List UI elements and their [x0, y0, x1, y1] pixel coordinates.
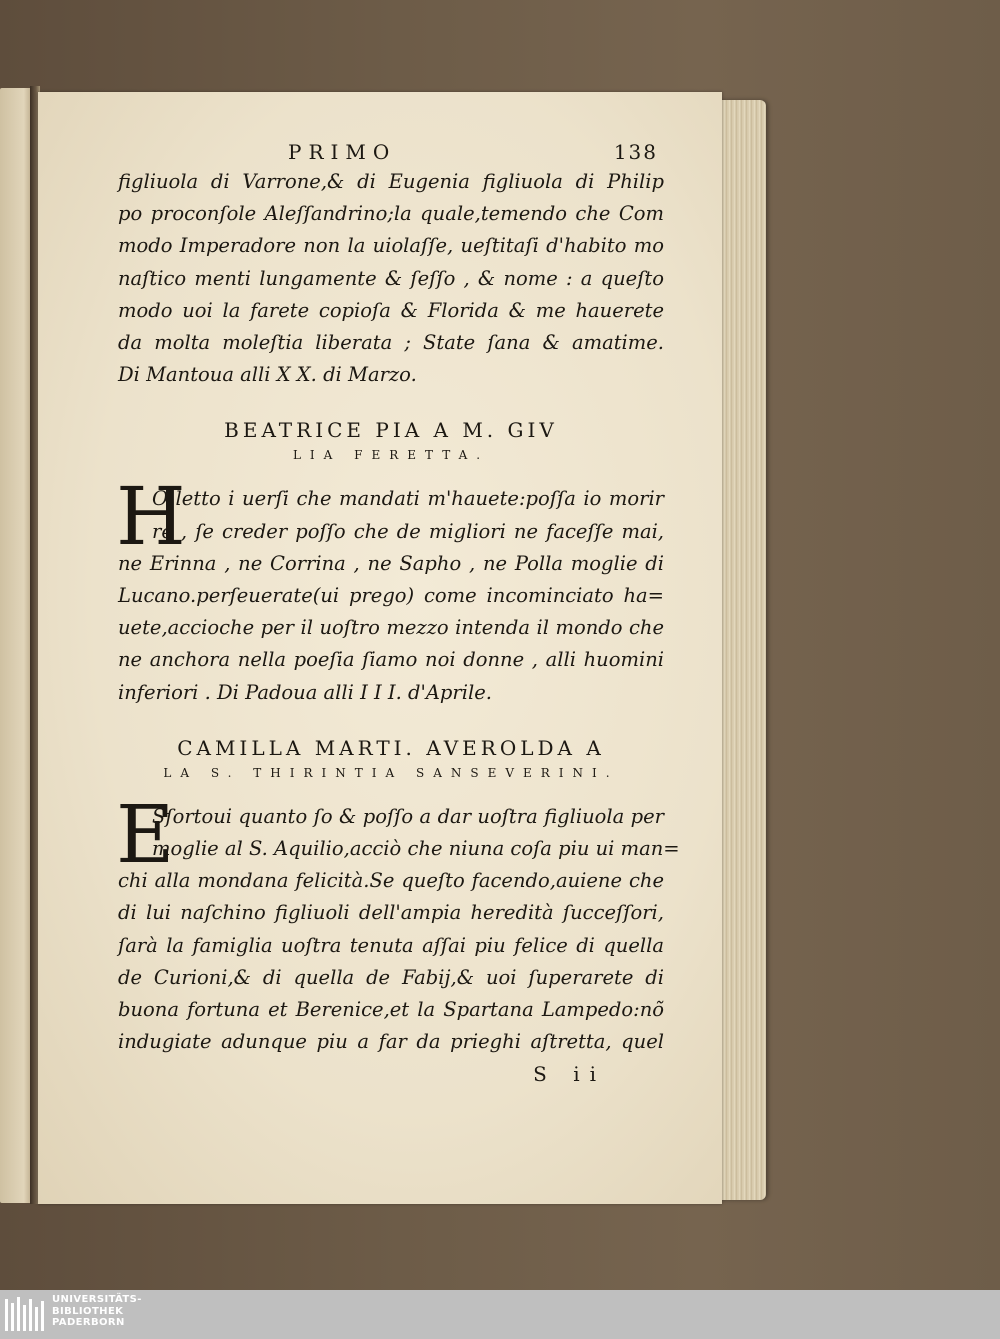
page-edges	[718, 100, 766, 1200]
text-line: re , ſe creder poſſo che de migliori ne faceſſe mai,	[152, 519, 664, 543]
facing-page-edge	[0, 88, 34, 1203]
library-name-line: UNIVERSITÄTS-	[52, 1294, 142, 1305]
text-line: modo uoi la farete copioſa & Florida & me hauerete	[118, 298, 664, 322]
text-line: de Curioni,& di quella de Fabij,& uoi ſuperarete di	[118, 965, 664, 989]
text-line: modo Imperadore non la uiolaſſe, ueſtitaſi d'habito mo	[118, 234, 664, 258]
letter-heading: CAMILLA MARTI. AVEROLDA A	[177, 735, 605, 760]
letter-body	[116, 470, 664, 708]
letter-continuation	[118, 166, 664, 391]
library-name-line: BIBLIOTHEK	[52, 1305, 124, 1317]
text-line: po proconſole Aleſſandrino;la quale,temendo che Com	[118, 202, 664, 226]
letter-subheading: LIA FERETTA.	[292, 448, 490, 463]
page-number: 138	[613, 140, 658, 164]
text-line: chi alla mondana felicità.Se queſto facendo,auiene che	[118, 869, 664, 893]
text-line: uete,accioche per il uoſtro mezzo intenda il mondo che	[118, 616, 664, 640]
library-name-line: PADERBORN	[52, 1317, 125, 1328]
text-line: inferiori . Di Padoua alli I I I. d'Aprile.	[118, 680, 492, 704]
drop-cap: H	[116, 470, 186, 564]
text-line: ſarà la famiglia uoſtra tenuta aſſai piu felice di quella	[118, 933, 664, 957]
signature-mark: S ii	[533, 1062, 606, 1087]
text-line: O letto i uerſi che mandati m'hauete:poſſa io morir	[152, 487, 664, 511]
text-line: Sſortoui quanto ſo & poſſo a dar uoſtra figliuola per	[152, 804, 664, 828]
book-page	[38, 92, 722, 1204]
text-line: moglie al S. Aquilio,acciò che niuna coſa piu ui man=	[152, 837, 680, 861]
letter-subheading: LA S. THIRINTIA SANSEVERINI.	[163, 765, 619, 780]
library-name	[52, 1294, 142, 1329]
running-head	[118, 136, 664, 166]
library-footer	[0, 1290, 1000, 1339]
text-line: indugiate adunque piu a far da prieghi aſtretta, quel	[118, 1030, 664, 1054]
library-bars-logo-icon	[4, 1295, 48, 1335]
text-line: ne anchora nella poeſia ſiamo noi donne , alli huomini	[118, 648, 664, 672]
text-line: ne Erinna , ne Corrina , ne Sapho , ne Polla moglie di	[118, 551, 664, 575]
text-line: Lucano.perſeuerate(ui prego) come incominciato ha=	[118, 584, 664, 608]
running-head-title: PRIMO	[288, 140, 397, 164]
text-line: da molta moleſtia liberata ; State ſana & amatime.	[118, 331, 664, 355]
letter-body	[116, 787, 680, 1059]
text-line: Di Mantoua alli X X. di Marzo.	[118, 363, 417, 387]
letter-heading: BEATRICE PIA A M. GIV	[224, 418, 558, 443]
text-line: figliuola di Varrone,& di Eugenia figliuola di Philip	[118, 170, 664, 193]
text-line: naſtico menti lungamente & ſeſſo , & nome : a queſto	[118, 266, 664, 290]
drop-cap: E	[116, 787, 175, 881]
page-text-block	[116, 136, 680, 1091]
text-line: buona fortuna et Berenice,et la Spartana Lampedo:nõ	[118, 998, 664, 1022]
text-line: di lui naſchino figliuoli dell'ampia heredità ſucceſſori,	[118, 901, 664, 925]
